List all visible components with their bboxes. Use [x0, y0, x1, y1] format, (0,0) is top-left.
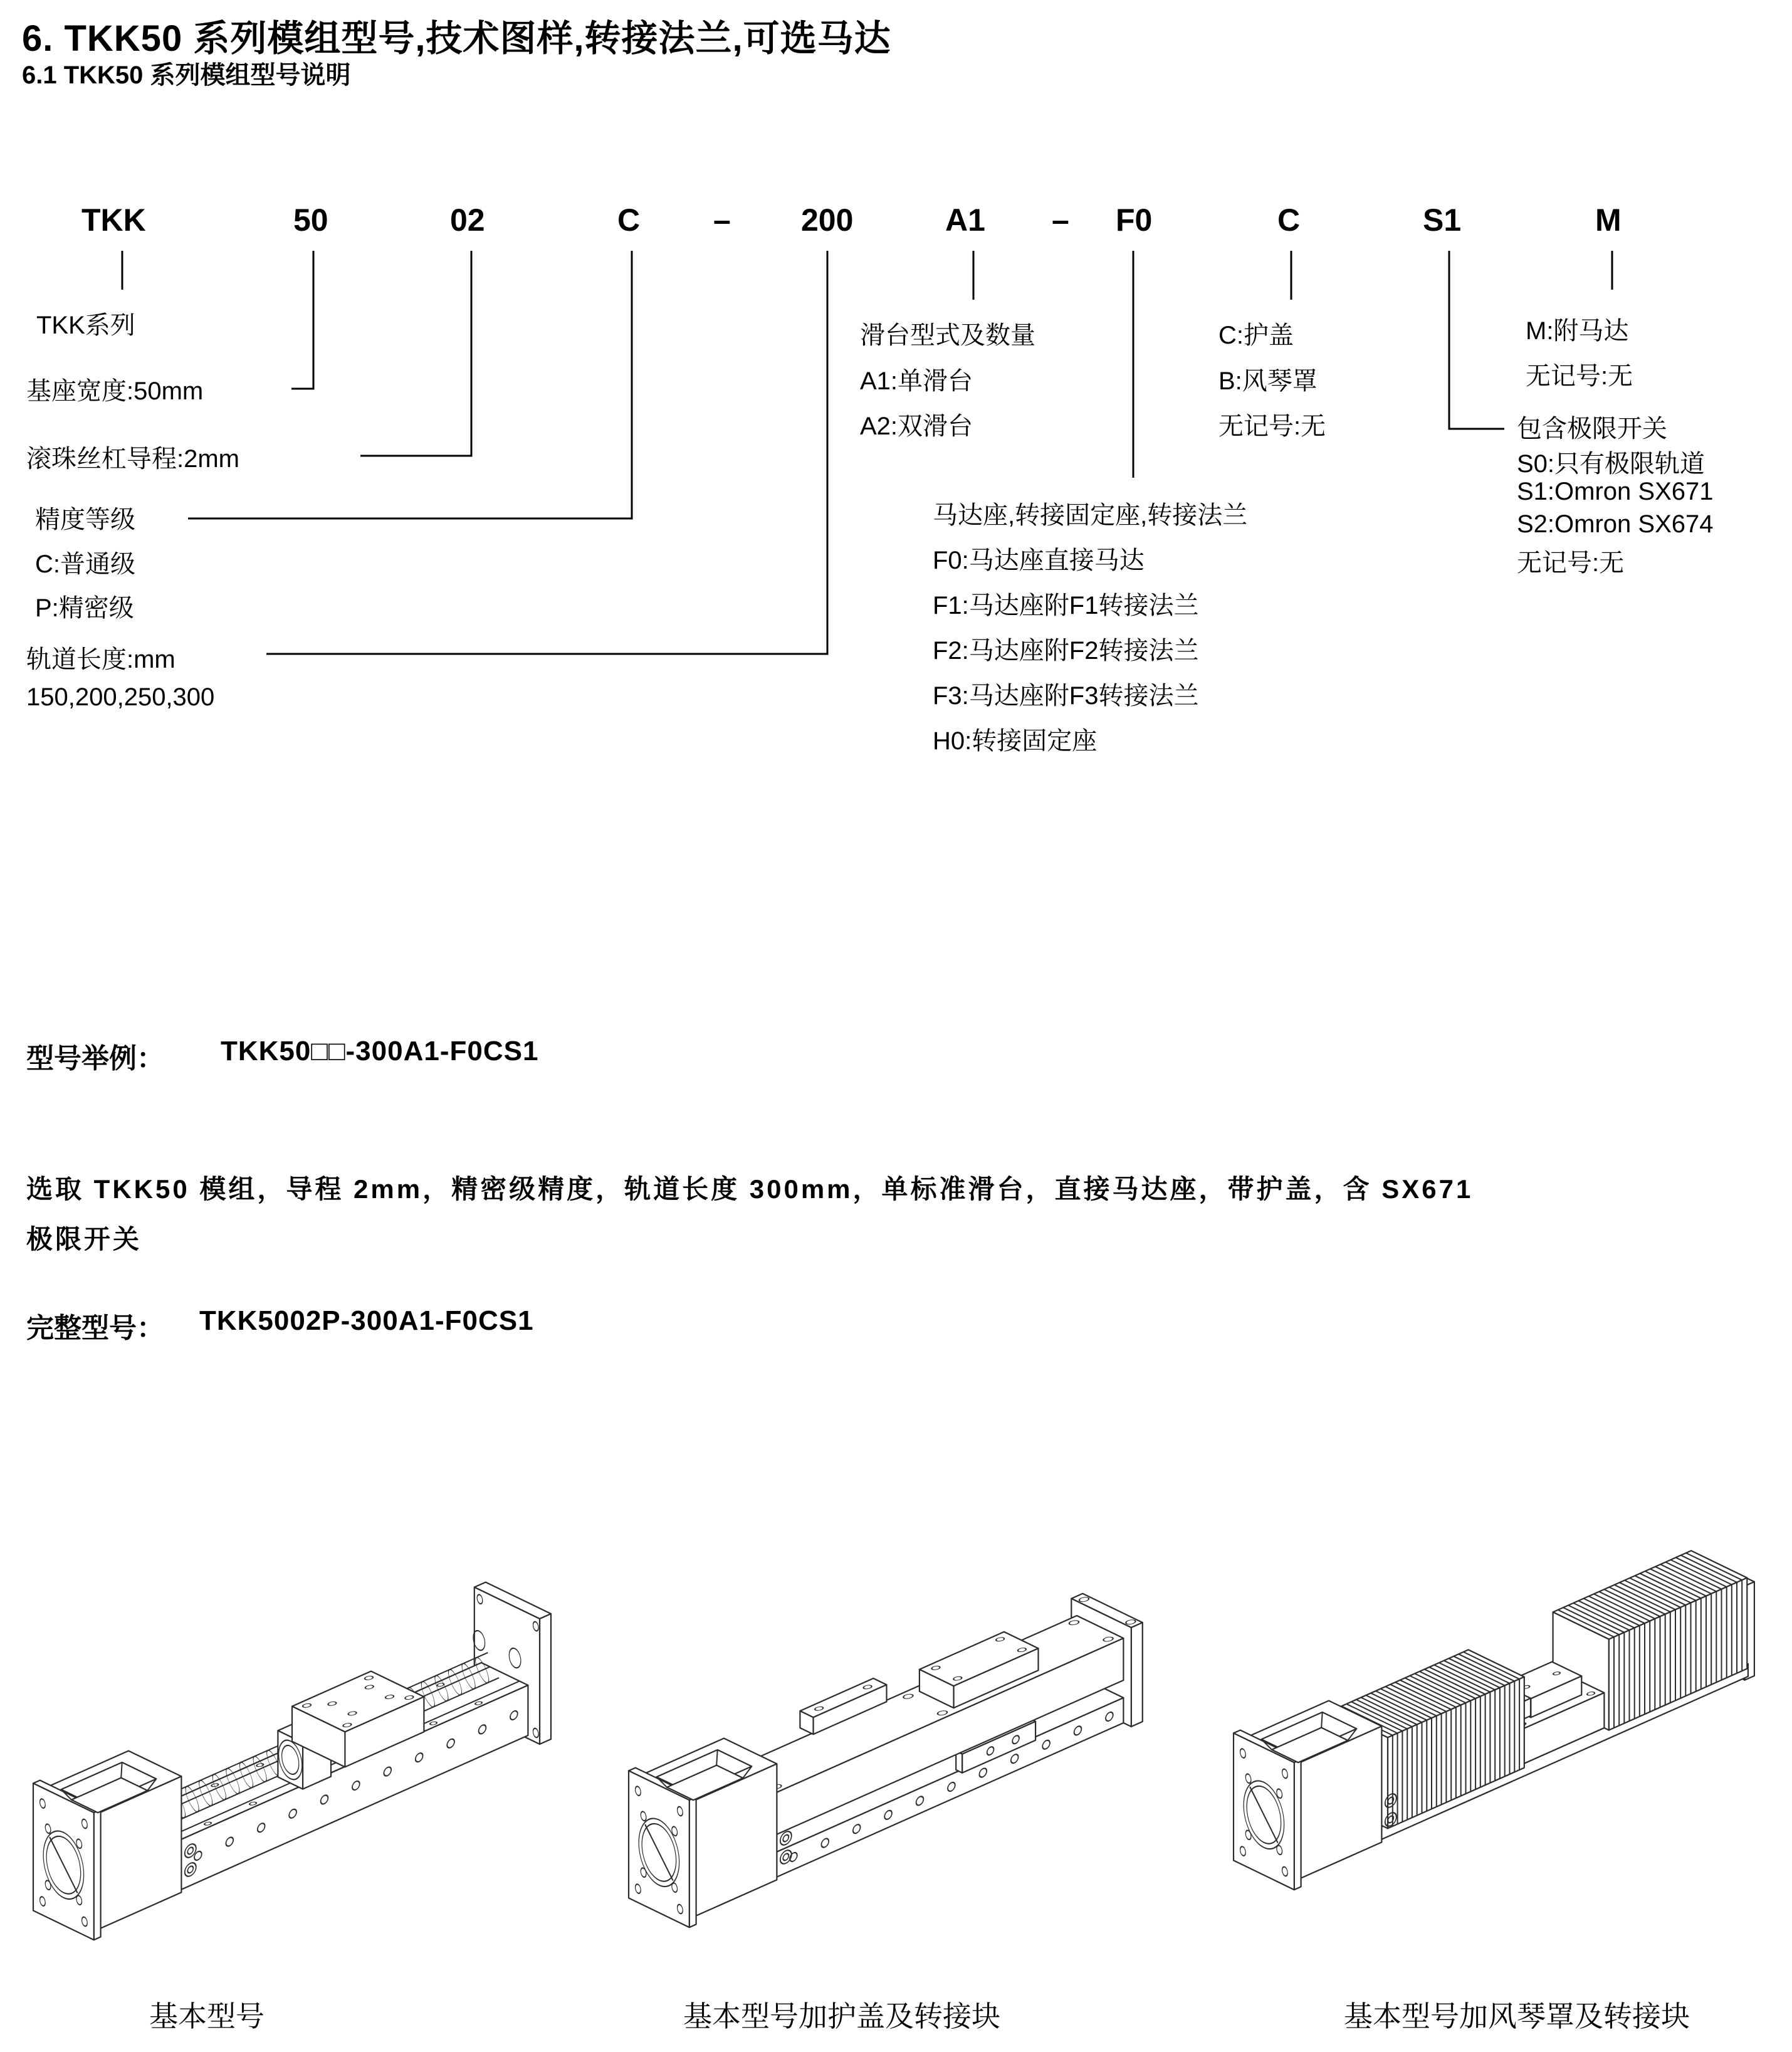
callout-slider-option: A2:双滑台	[860, 413, 973, 440]
callout-motor-mount-option: F0:马达座直接马达	[933, 547, 1145, 574]
callout-limit-switch-option: S0:只有极限轨道	[1517, 450, 1706, 478]
full-model-code: TKK5002P-300A1-F0CS1	[199, 1305, 534, 1336]
example-code: TKK50□□-300A1-F0CS1	[221, 1036, 539, 1066]
callout-series-label: TKK系列	[36, 312, 135, 339]
model-code-segment-lead: 02	[450, 203, 485, 238]
figure-with-bellows	[1207, 1436, 1771, 1965]
model-code-segment-motor-mount: F0	[1116, 203, 1153, 238]
figure-caption-bellows: 基本型号加风琴罩及转接块	[1344, 2000, 1690, 2033]
callout-accuracy-title: 精度等级	[35, 506, 135, 534]
section-subtitle: 6.1 TKK50 系列模组型号说明	[22, 61, 351, 89]
page-title: 6. TKK50 系列模组型号,技术图样,转接法兰,可选马达	[22, 18, 891, 59]
callout-rail-length-title: 轨道长度:mm	[26, 646, 176, 673]
model-code-segment-motor: M	[1595, 203, 1622, 238]
model-code-dash-1: –	[713, 203, 731, 238]
model-code-segment-slider: A1	[945, 203, 985, 238]
callout-motor-option: 无记号:无	[1526, 362, 1633, 390]
figure-with-cover	[602, 1467, 1153, 1984]
callout-limit-switch-option: 无记号:无	[1517, 549, 1625, 577]
example-label: 型号举例：	[26, 1043, 164, 1074]
model-code-segment-switch: S1	[1423, 203, 1462, 238]
callout-cover-option: 无记号:无	[1218, 413, 1326, 440]
callout-limit-switch-title: 包含极限开关	[1517, 415, 1667, 443]
callout-rail-length-values: 150,200,250,300	[26, 683, 215, 711]
model-code-segment-accuracy: C	[617, 203, 641, 238]
example-description-line2: 极限开关	[26, 1224, 142, 1254]
figure-caption-cover: 基本型号加护盖及转接块	[683, 2000, 1000, 2033]
callout-motor-mount-option: F1:马达座附F1转接法兰	[933, 592, 1199, 619]
callout-base-width-label: 基座宽度:50mm	[26, 377, 204, 405]
model-code-segment-cover: C	[1277, 203, 1301, 238]
callout-slider-option: A1:单滑台	[860, 367, 973, 395]
model-code-segment-length: 200	[801, 203, 854, 238]
figure-caption-basic: 基本型号	[149, 2000, 265, 2033]
model-code-segment-width: 50	[293, 203, 328, 238]
callout-screw-lead-label: 滚珠丝杠导程:2mm	[26, 445, 239, 473]
callout-motor-mount-option: F3:马达座附F3转接法兰	[933, 682, 1199, 710]
callout-cover-option: B:风琴罩	[1218, 367, 1318, 395]
model-code-dash-2: –	[1052, 203, 1069, 238]
callout-motor-mount-option: F2:马达座附F2转接法兰	[933, 637, 1199, 665]
callout-motor-mount-title: 马达座,转接固定座,转接法兰	[933, 502, 1248, 529]
callout-slider-title: 滑台型式及数量	[860, 322, 1035, 349]
callout-limit-switch-option: S2:Omron SX674	[1517, 510, 1714, 538]
figure-basic-model	[9, 1467, 561, 1984]
callout-accuracy-option: P:精密级	[35, 594, 134, 622]
callout-motor-mount-option: H0:转接固定座	[933, 727, 1098, 755]
callout-motor-option: M:附马达	[1526, 317, 1629, 345]
callout-limit-switch-option: S1:Omron SX671	[1517, 478, 1714, 505]
callout-cover-option: C:护盖	[1218, 322, 1294, 349]
example-description-line1: 选取 TKK50 模组，导程 2mm，精密级精度，轨道长度 300mm，单标准滑台，直接马达座，带护盖，含 SX671	[26, 1174, 1474, 1204]
full-model-label: 完整型号：	[26, 1313, 164, 1344]
model-code-segment-series: TKK	[81, 203, 146, 238]
callout-accuracy-option: C:普通级	[35, 550, 135, 578]
